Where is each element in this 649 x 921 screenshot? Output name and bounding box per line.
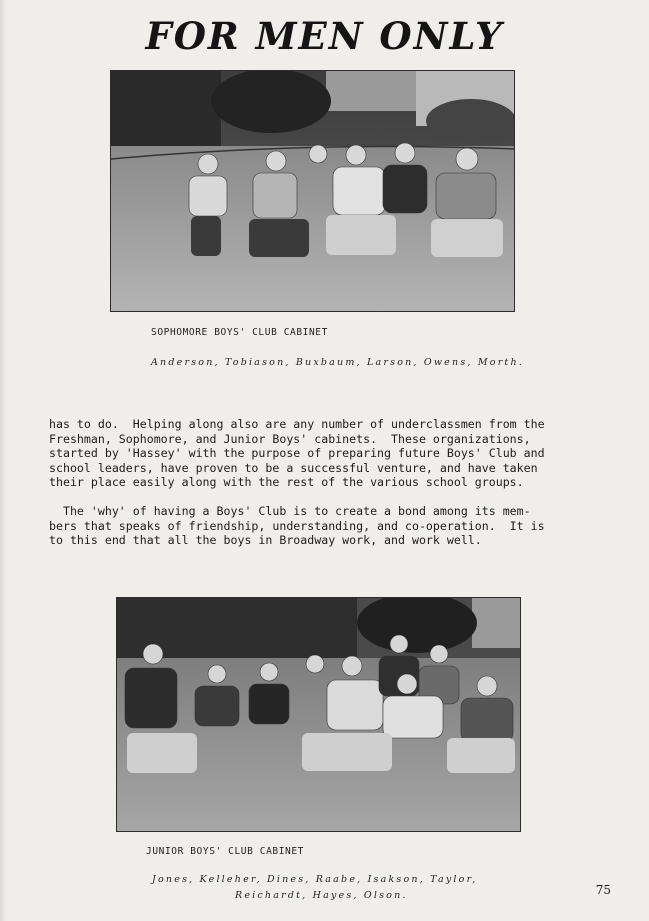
text-line: their place easily along with the rest of the various school groups. — [49, 475, 524, 489]
junior-cabinet-names-line2: Reichardt, Hayes, Olson. — [235, 890, 408, 901]
text-line: Freshman, Sophomore, and Junior Boys' cabinets. These organizations, — [49, 431, 531, 446]
sophomore-cabinet-photo — [110, 70, 515, 312]
text-line: started by 'Hassey' with the purpose of preparing future Boys' Club and — [49, 446, 545, 460]
text-line: to this end that all the boys in Broadway work, and work well. — [49, 533, 482, 547]
text-line: has to do. Helping along also are any number of underclassmen from the — [49, 417, 545, 431]
body-paragraph-1 — [49, 417, 584, 490]
text-line: school leaders, have proven to be a successful venture, and have taken — [49, 460, 538, 475]
text-line: bers that speaks of friendship, understanding, and co-operation. It is — [49, 518, 545, 533]
sophomore-cabinet-caption: SOPHOMORE BOYS' CLUB CABINET — [151, 327, 328, 338]
body-paragraph-2 — [49, 504, 584, 548]
junior-cabinet-photo — [116, 597, 521, 832]
junior-cabinet-caption: JUNIOR BOYS' CLUB CABINET — [146, 846, 304, 857]
page-title: FOR MEN ONLY — [145, 14, 504, 58]
junior-cabinet-names-line1: Jones, Kelleher, Dines, Raabe, Isakson, Taylor, — [152, 874, 478, 885]
text-line: The 'why' of having a Boys' Club is to create a bond among its mem- — [49, 504, 531, 518]
sophomore-cabinet-names: Anderson, Tobiason, Buxbaum, Larson, Owens, Morth. — [151, 357, 524, 368]
page-number: 75 — [595, 883, 611, 897]
